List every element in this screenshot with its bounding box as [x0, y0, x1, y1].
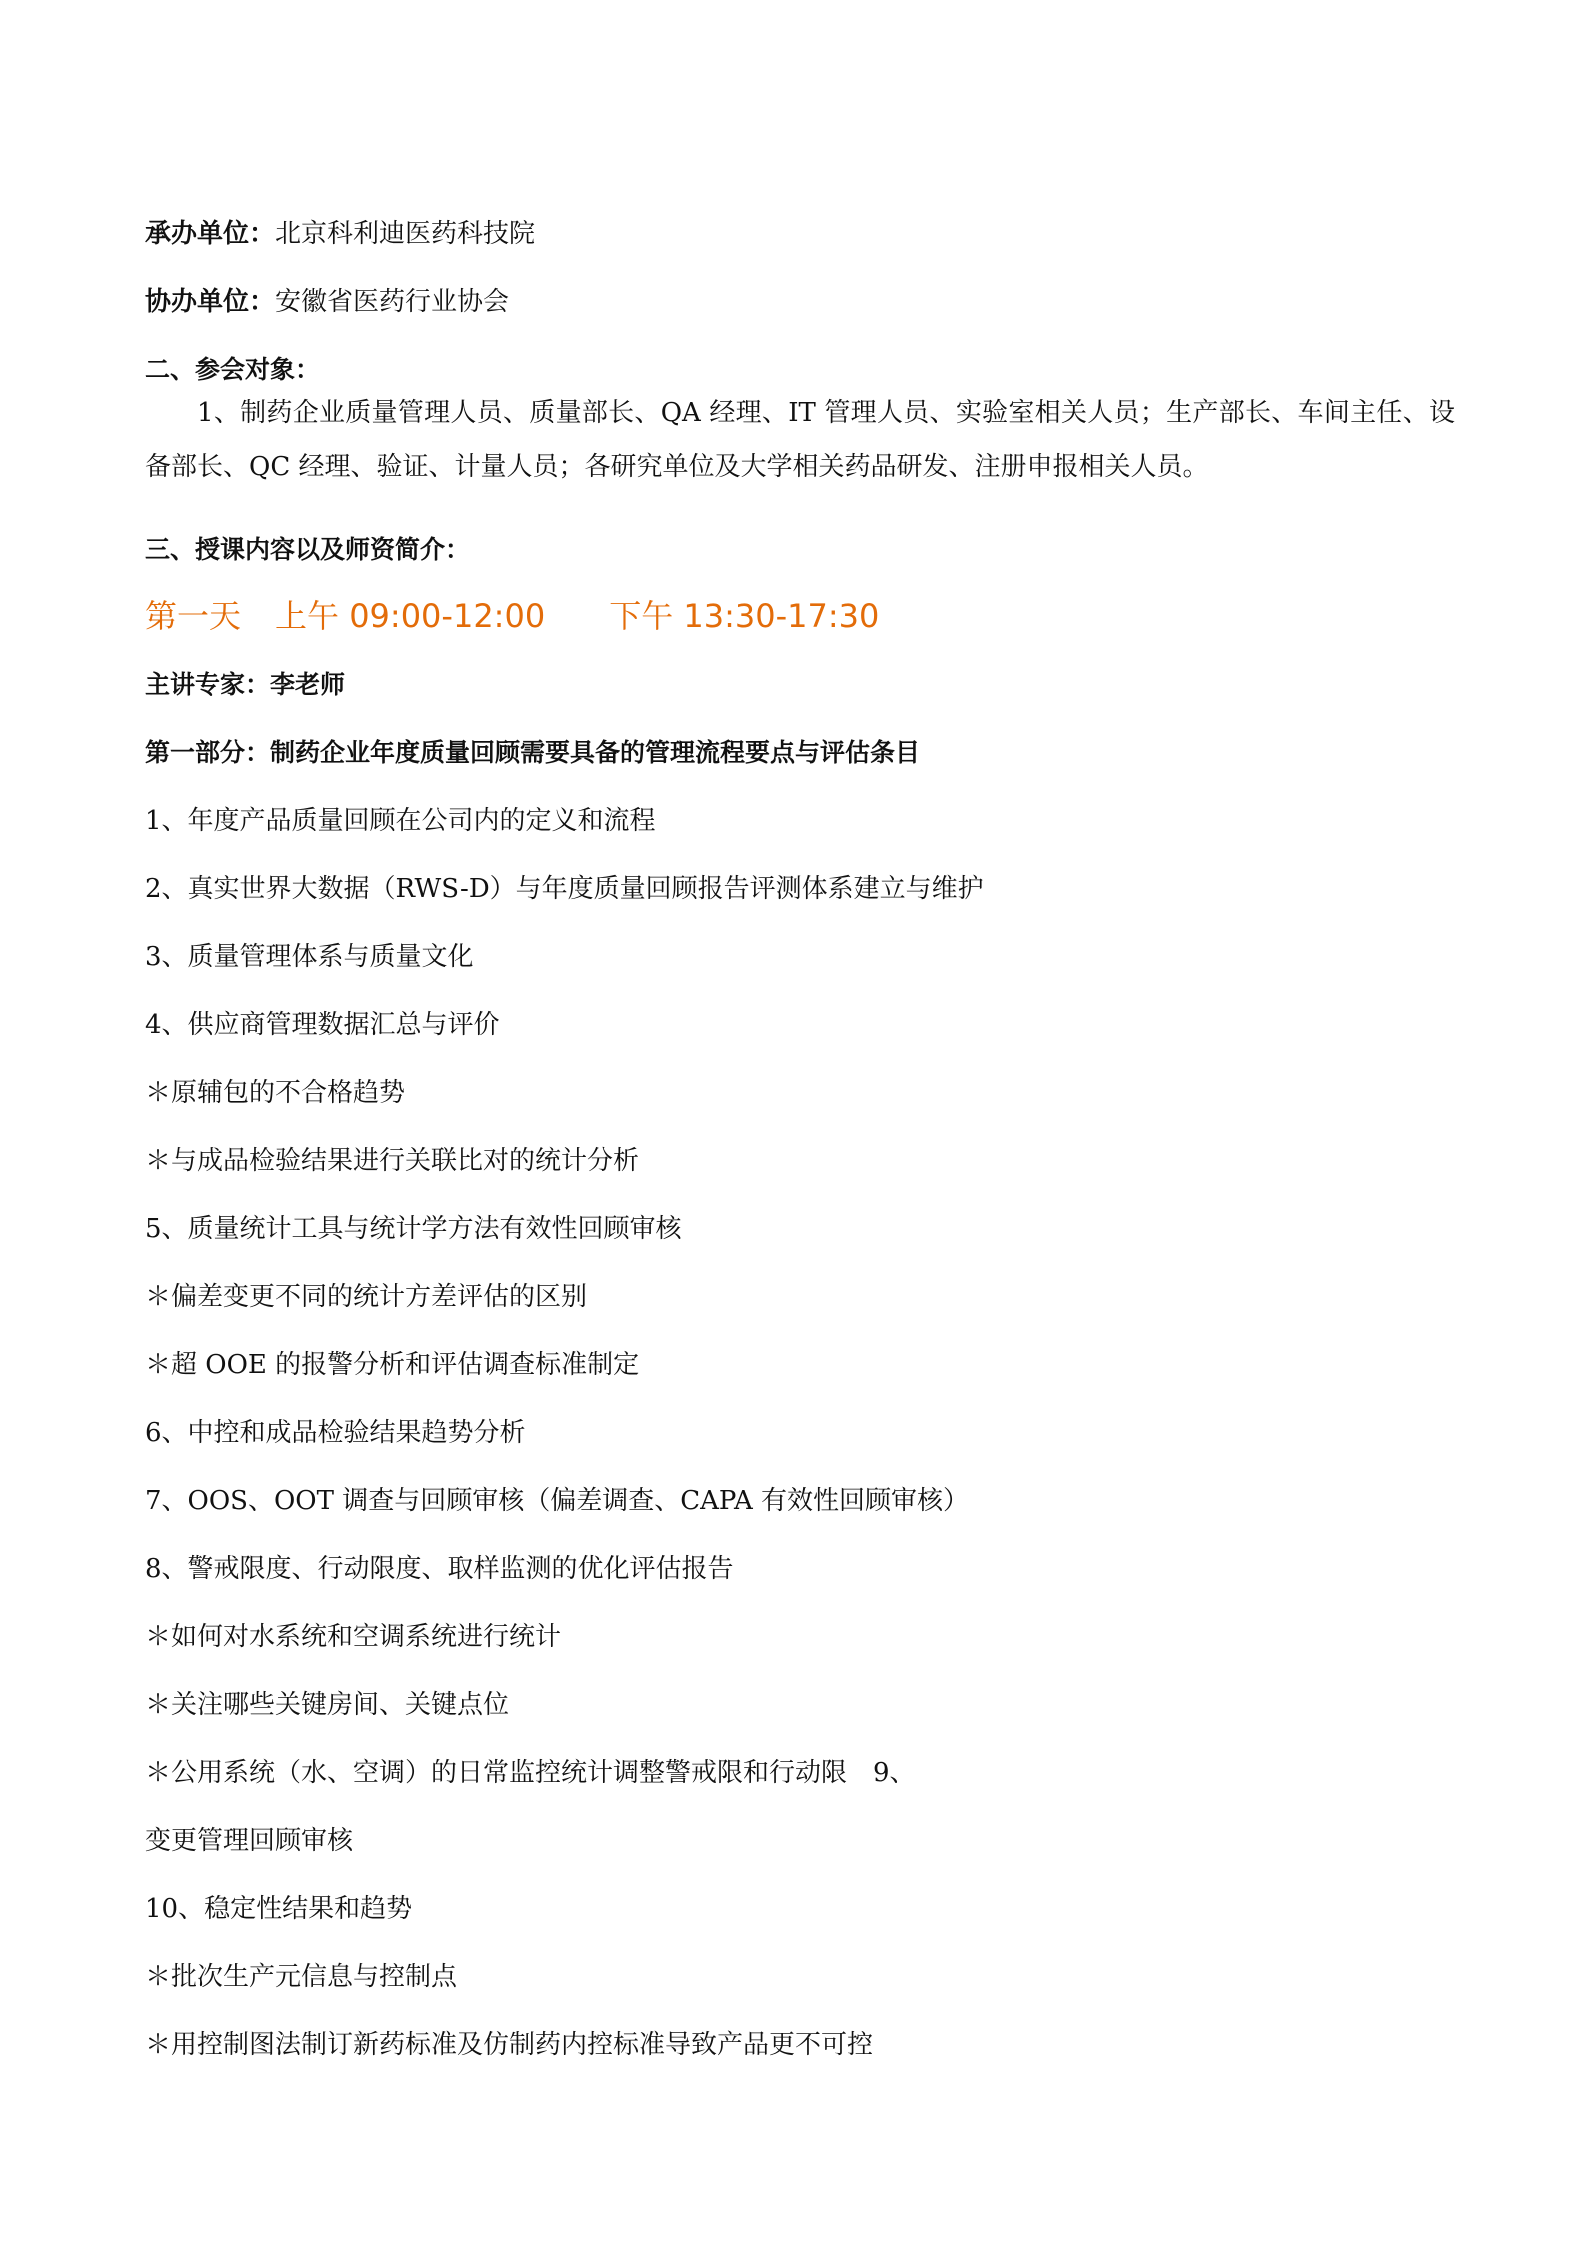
list-item: 6、中控和成品检验结果趋势分析	[145, 1418, 526, 1448]
list-item: ＊公用系统（水、空调）的日常监控统计调整警戒限和行动限 9、	[145, 1758, 916, 1788]
list-item: ＊批次生产元信息与控制点	[145, 1962, 458, 1992]
schedule-day: 第一天	[145, 597, 242, 635]
list-item: 2、真实世界大数据（RWS-D）与年度质量回顾报告评测体系建立与维护	[145, 874, 984, 904]
list-item: ＊原辅包的不合格趋势	[145, 1078, 406, 1108]
schedule-line	[145, 596, 879, 636]
list-item: ＊如何对水系统和空调系统进行统计	[145, 1622, 562, 1652]
list-item: ＊偏差变更不同的统计方差评估的区别	[145, 1282, 588, 1312]
section2-paragraph: 1、制药企业质量管理人员、质量部长、QA 经理、IT 管理人员、实验室相关人员；生产部长、车间主任、设备部长、QC 经理、验证、计量人员；各研究单位及大学相关药品研发、注册申报相关人员。	[145, 398, 1455, 482]
list-item: 7、OOS、OOT 调查与回顾审核（偏差调查、CAPA 有效性回顾审核）	[145, 1486, 970, 1516]
list-item: 5、质量统计工具与统计学方法有效性回顾审核	[145, 1214, 682, 1244]
list-item: 10、稳定性结果和趋势	[145, 1894, 413, 1924]
organizer-line	[145, 217, 535, 251]
organizer-value: 北京科利迪医药科技院	[275, 219, 536, 249]
organizer-label: 承办单位：	[145, 219, 276, 249]
list-item: ＊与成品检验结果进行关联比对的统计分析	[145, 1146, 640, 1176]
list-item: 3、质量管理体系与质量文化	[145, 942, 474, 972]
co-organizer-value: 安徽省医药行业协会	[275, 287, 510, 317]
schedule-afternoon: 下午 13:30-17:30	[609, 597, 880, 635]
list-item: 1、年度产品质量回顾在公司内的定义和流程	[145, 806, 656, 836]
list-item: 8、警戒限度、行动限度、取样监测的优化评估报告	[145, 1554, 734, 1584]
list-item: ＊超 OOE 的报警分析和评估调查标准制定	[145, 1350, 640, 1380]
co-organizer-label: 协办单位：	[145, 287, 276, 317]
co-organizer-line	[145, 285, 509, 319]
list-item: ＊用控制图法制订新药标准及仿制药内控标准导致产品更不可控	[145, 2030, 874, 2060]
part1-title: 第一部分：制药企业年度质量回顾需要具备的管理流程要点与评估条目	[145, 738, 921, 767]
expert-line: 主讲专家：李老师	[145, 670, 346, 699]
schedule-morning: 上午 09:00-12:00	[275, 597, 546, 635]
list-item: ＊关注哪些关键房间、关键点位	[145, 1690, 510, 1720]
section3-heading: 三、授课内容以及师资简介：	[145, 535, 471, 564]
list-item: 4、供应商管理数据汇总与评价	[145, 1010, 500, 1040]
list-item: 变更管理回顾审核	[145, 1826, 354, 1856]
section2-heading: 二、参会对象：	[145, 355, 321, 384]
